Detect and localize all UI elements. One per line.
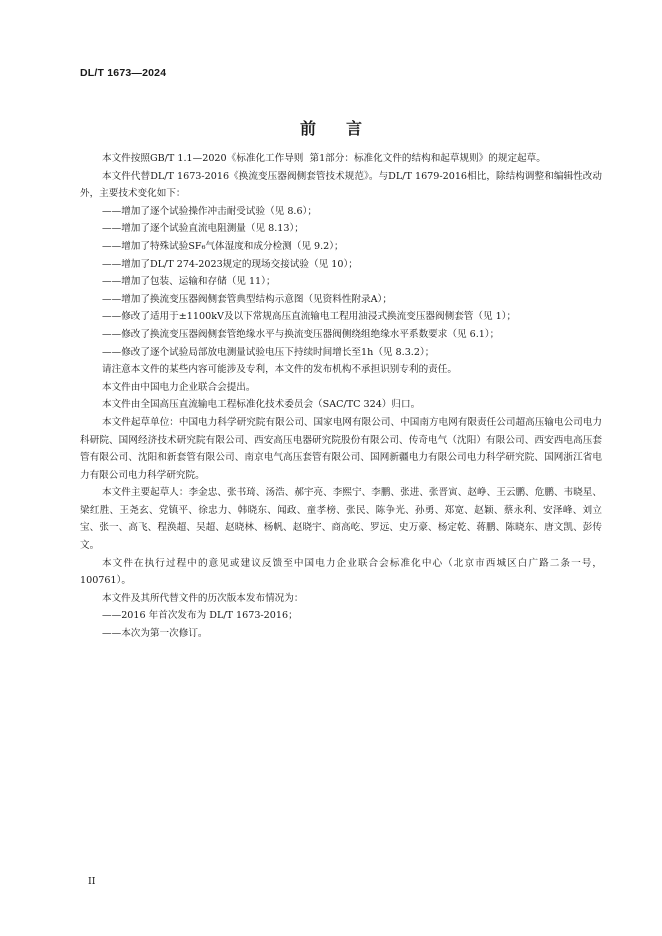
paragraph: 本文件在执行过程中的意见或建议反馈至中国电力企业联合会标准化中心（北京市西城区白广路二条一号，100761）。	[80, 557, 602, 587]
change-item: ——增加了特殊试验SF₆气体湿度和成分检测（见 9.2）；	[102, 240, 344, 252]
version-history-item: ——本次为第一次修订。	[102, 628, 208, 640]
page-title: 前言	[299, 119, 392, 138]
document-code: DL/T 1673—2024	[80, 67, 167, 79]
change-item: ——修改了逐个试验局部放电测量试验电压下持续时间增长至1h（见 8.3.2）；	[102, 346, 435, 358]
change-item: ——增加了换流变压器阀侧套管典型结构示意图（见资料性附录A）；	[102, 293, 392, 305]
change-item: ——修改了换流变压器阀侧套管绝缘水平与换流变压器阀侧绕组绝缘水平系数要求（见 6.1）；	[102, 328, 500, 340]
body-text	[80, 150, 602, 643]
paragraph: 本文件及其所代替文件的历次版本发布情况为：	[102, 592, 304, 604]
paragraph: 本文件由中国电力企业联合会提出。	[102, 381, 256, 393]
paragraph: 本文件代替DL/T 1673-2016《换流变压器阀侧套管技术规范》。与DL/T 1679-2016相比，除结构调整和编辑性改动外，主要技术变化如下：	[80, 170, 602, 200]
page-number: II	[88, 876, 96, 887]
change-item: ——修改了适用于±1100kV及以下常规高压直流输电工程用油浸式换流变压器阀侧套管（见 1）；	[102, 311, 517, 323]
paragraph: 请注意本文件的某些内容可能涉及专利，本文件的发布机构不承担识别专利的责任。	[102, 364, 457, 376]
drafters: 本文件主要起草人：李金忠、张书琦、汤浩、郝宇亮、李熙宁、李鹏、张进、张晋寅、赵峥、王云鹏、危鹏、韦晓星、梁红胜、王尧玄、党镇平、徐忠力、韩晓东、闻政、童孝榜、张民、陈争光、孙勇、郑宽、赵颖、蔡永利、安泽峰、刘立宝、张一、高飞、程涣超、吴超、赵晓林、杨帆、赵晓宇、商高屹、罗远、史万豪、杨定乾、蒋鹏、陈晓东、唐文凯、彭传文。	[80, 487, 602, 552]
change-item: ——增加了DL/T 274-2023规定的现场交接试验（见 10）；	[102, 258, 358, 270]
paragraph: 本文件由全国高压直流输电工程标准化技术委员会（SAC/TC 324）归口。	[102, 399, 421, 411]
change-item: ——增加了包装、运输和存储（见 11）；	[102, 276, 276, 288]
version-history-item: ——2016 年首次发布为 DL/T 1673-2016；	[102, 610, 298, 622]
change-item: ——增加了逐个试验操作冲击耐受试验（见 8.6）；	[102, 205, 317, 217]
change-item: ——增加了逐个试验直流电阻测量（见 8.13）；	[102, 223, 304, 235]
drafting-units: 本文件起草单位：中国电力科学研究院有限公司、国家电网有限公司、中国南方电网有限责任公司超高压输电公司电力科研院、国网经济技术研究院有限公司、西安高压电器研究院股份有限公司、传奇电气（沈阳）有限公司、西安西电高压套管有限公司、沈阳和新套管有限公司、南京电气高压套管有限公司、国网新疆电力有限公司电力科学研究院、国网浙江省电力有限公司电力科学研究院。	[80, 416, 602, 481]
paragraph: 本文件按照GB/T 1.1—2020《标准化工作导则 第1部分：标准化文件的结构和起草规则》的规定起草。	[102, 153, 546, 164]
